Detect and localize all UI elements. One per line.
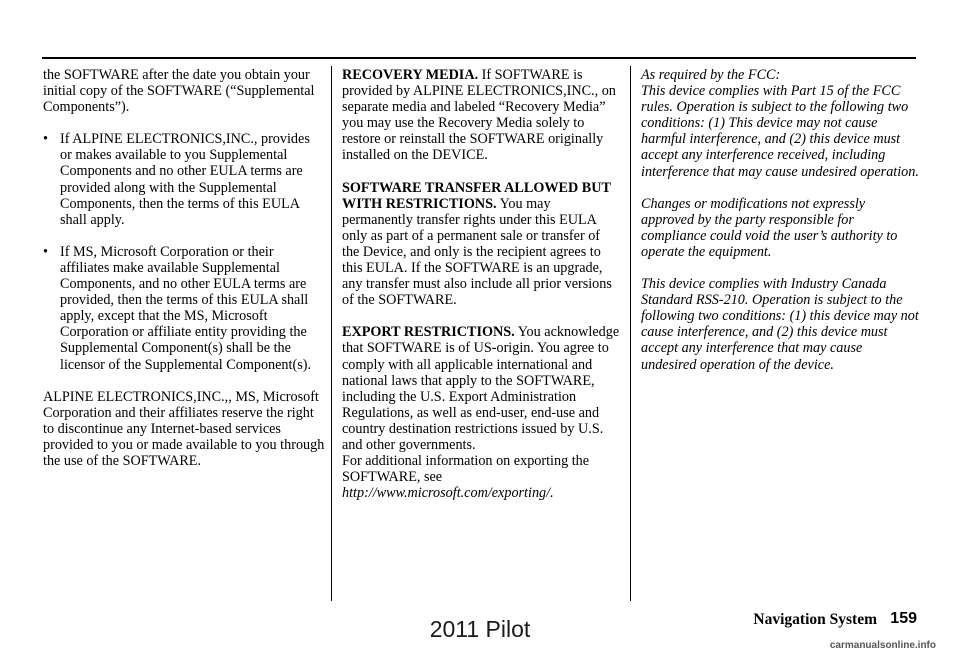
section-recovery-media: RECOVERY MEDIA. If SOFTWARE is provided by ALPINE ELECTRONICS,INC., on separate media and labeled “Recovery Media” you may use the Recovery Media solely to restore or reinstall the SOFTWARE originally installed on the DEVICE. xyxy=(342,67,616,164)
footer-section-title: Navigation System xyxy=(753,611,877,628)
column-divider xyxy=(331,66,332,601)
export-link[interactable]: http://www.microsoft.com/exporting/. xyxy=(342,485,554,502)
heading-software-transfer: SOFTWARE TRANSFER ALLOWED BUT WITH RESTRICTIONS. xyxy=(342,179,611,212)
industry-canada-statement: This device complies with Industry Canada Standard RSS-210. Operation is subject to the following two conditions: (1) this device may not cause interference, and (2) this device must accept any interference that may cause undesired operation of the device. xyxy=(641,276,919,373)
watermark-model-year: 2011 Pilot xyxy=(429,616,531,642)
bullet-icon: • xyxy=(43,243,48,260)
page-number: 159 xyxy=(890,610,917,627)
fcc-heading: As required by the FCC: xyxy=(641,67,781,83)
section-export-restrictions: EXPORT RESTRICTIONS. You acknowledge that SOFTWARE is of US-origin. You agree to comply with all applicable international and national laws that apply to the SOFTWARE, including the U.S. Export Administration Regulations, as well as end-user, end-use and country destination restrictions issued by U.S. and other governments. xyxy=(342,324,620,453)
changes-statement: Changes or modifications not expressly approved by the party responsible for compliance could void the user’s authority to operate the equipment. xyxy=(641,195,898,260)
top-rule xyxy=(42,57,916,59)
column-divider xyxy=(630,66,631,601)
watermark-site: carmanualsonline.info xyxy=(829,640,936,651)
paragraph-supplemental-intro: the SOFTWARE after the date you obtain your initial copy of the SOFTWARE (“Supplemental Components”). xyxy=(43,67,315,116)
paragraph-export-info: For additional information on exporting the SOFTWARE, see http://www.microsoft.com/exporting/. xyxy=(342,453,590,502)
paragraph-internet-services: ALPINE ELECTRONICS,INC.,, MS, Microsoft Corporation and their affiliates reserve the right to discontinue any Internet-based services provided to you or made available to you through the use of the SOFTWARE. xyxy=(43,388,325,469)
column-left xyxy=(43,67,325,469)
bullet-icon: • xyxy=(43,131,48,148)
bullet-ms-supplemental: • If MS, Microsoft Corporation or their affiliates make available Supplemental Components, and no other EULA terms are provided, then the terms of this EULA shall apply, except that the MS, Microsoft Corporation or affiliate entity providing the Supplemental Component(s) shall be the licensor of the Supplemental Component(s). xyxy=(43,243,311,373)
column-middle xyxy=(342,67,620,501)
bullet-alpine-supplemental: • If ALPINE ELECTRONICS,INC., provides or makes available to you Supplemental Components and no other EULA terms are provided along with the Supplemental Components, then the terms of this EULA shall apply. xyxy=(43,131,310,228)
heading-export-restrictions: EXPORT RESTRICTIONS. xyxy=(342,324,515,341)
section-software-transfer: SOFTWARE TRANSFER ALLOWED BUT WITH RESTRICTIONS. You may permanently transfer rights under this EULA only as part of a permanent sale or transfer of the Device, and only is the recipient agrees to this EULA. If the SOFTWARE is an upgrade, any transfer must also include all prior versions of the SOFTWARE. xyxy=(342,179,612,309)
fcc-statement: This device complies with Part 15 of the FCC rules. Operation is subject to the following two conditions: (1) This device may not cause harmful interference, and (2) this device must accept any interference received, including interference that may cause undesired operation. xyxy=(641,83,919,180)
heading-recovery-media: RECOVERY MEDIA. xyxy=(342,67,479,83)
column-right xyxy=(641,67,919,373)
